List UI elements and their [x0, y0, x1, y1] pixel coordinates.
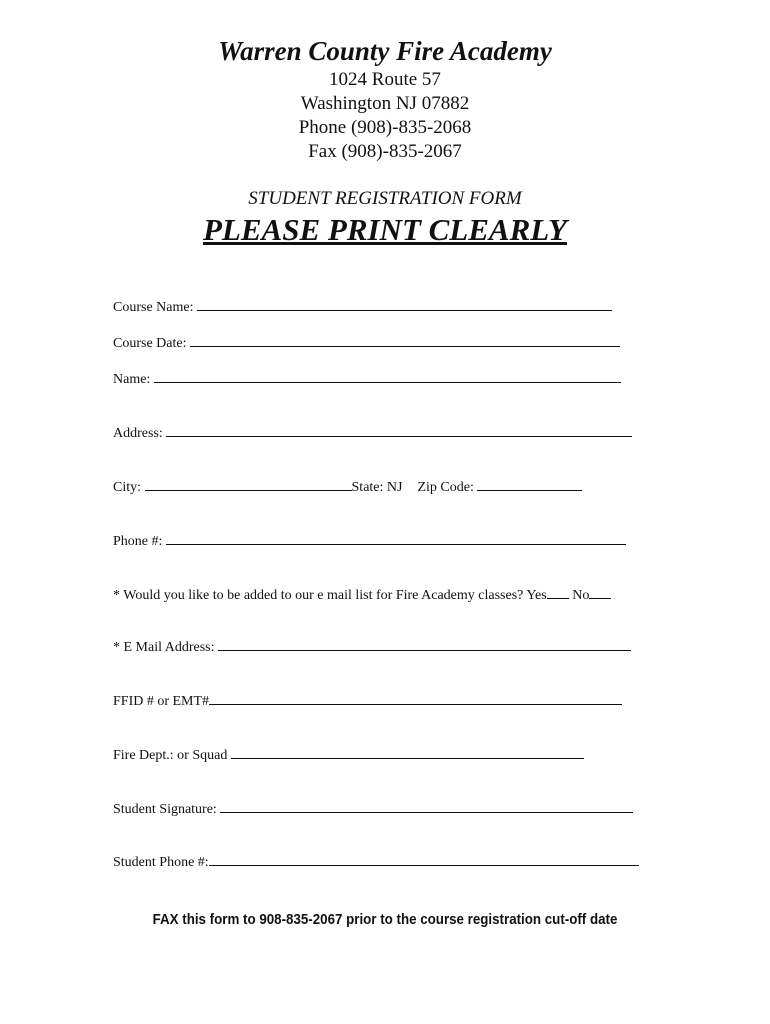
fax-line: Fax (908)-835-2067 — [308, 141, 462, 162]
address-row — [113, 424, 632, 443]
phone-blank[interactable] — [166, 532, 626, 545]
academy-title: Warren County Fire Academy — [218, 36, 552, 66]
email-list-row — [113, 586, 611, 605]
course-name-row — [113, 298, 612, 317]
phone-row — [113, 532, 626, 551]
fax-instruction: FAX this form to 908-835-2067 prior to the course registration cut-off date — [152, 912, 618, 928]
city-state-zip-row — [113, 478, 582, 497]
course-date-label: Course Date: — [113, 336, 187, 351]
city-label: City: — [113, 480, 142, 495]
name-row — [113, 370, 621, 389]
student-phone-label: Student Phone #: — [113, 855, 209, 870]
course-name-blank[interactable] — [197, 298, 612, 311]
name-blank[interactable] — [154, 370, 621, 383]
email-list-question: * Would you like to be added to our e mail list for Fire Academy classes? — [113, 588, 524, 603]
address-blank[interactable] — [166, 424, 632, 437]
signature-label: Student Signature: — [113, 802, 217, 817]
print-clearly-instruction: PLEASE PRINT CLEARLY — [202, 212, 567, 247]
address-line-2: Washington NJ 07882 — [300, 93, 470, 114]
course-date-row — [113, 334, 620, 353]
ffid-label: FFID # or EMT# — [113, 694, 210, 709]
letterhead — [0, 34, 770, 164]
address-line-1: 1024 Route 57 — [329, 69, 441, 90]
ffid-blank[interactable] — [209, 692, 622, 705]
zip-label: Zip Code: — [417, 480, 474, 495]
email-label: * E Mail Address: — [113, 640, 215, 655]
city-blank[interactable] — [145, 478, 352, 491]
signature-row — [113, 800, 633, 819]
form-heading: STUDENT REGISTRATION FORM — [248, 188, 522, 209]
fire-dept-blank[interactable] — [231, 746, 584, 759]
phone-label: Phone #: — [113, 534, 163, 549]
course-name-label: Course Name: — [113, 300, 194, 315]
fire-dept-row — [113, 746, 584, 765]
ffid-row — [113, 692, 622, 711]
signature-blank[interactable] — [220, 800, 633, 813]
email-list-yes-blank[interactable] — [547, 586, 569, 599]
course-date-blank[interactable] — [190, 334, 620, 347]
address-label: Address: — [113, 426, 163, 441]
student-phone-row — [113, 853, 639, 872]
email-list-no-label: No — [572, 588, 590, 603]
name-label: Name: — [113, 372, 151, 387]
zip-blank[interactable] — [477, 478, 582, 491]
fire-dept-label: Fire Dept.: or Squad — [113, 748, 228, 763]
student-phone-blank[interactable] — [209, 853, 639, 866]
email-row — [113, 638, 631, 657]
email-blank[interactable] — [218, 638, 631, 651]
phone-line: Phone (908)-835-2068 — [298, 117, 472, 138]
email-list-no-blank[interactable] — [589, 586, 611, 599]
state-label: State: NJ — [351, 480, 403, 495]
email-list-yes-label: Yes — [526, 588, 547, 603]
